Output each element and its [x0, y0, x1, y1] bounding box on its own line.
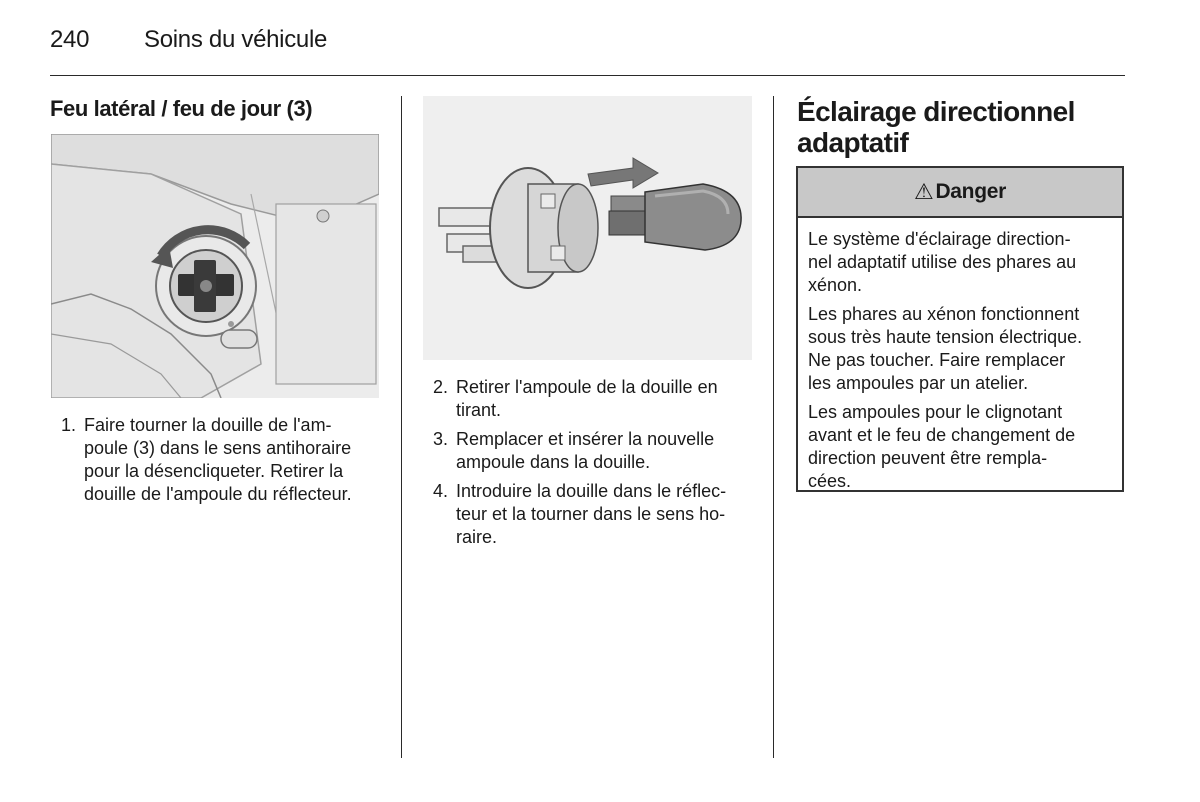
danger-line: avant et le feu de changement de: [808, 425, 1076, 445]
danger-line: les ampoules par un atelier.: [808, 373, 1029, 393]
danger-line: direction peuvent être rempla-: [808, 448, 1048, 468]
section-title: [797, 96, 1127, 158]
danger-header: [798, 168, 1122, 218]
section-title-line: adaptatif: [797, 127, 909, 158]
danger-line: Les ampoules pour le clignotant: [808, 402, 1063, 422]
danger-line: Ne pas toucher. Faire remplacer: [808, 350, 1066, 370]
danger-box: [796, 166, 1124, 492]
bulb-socket-illustration: [423, 96, 752, 360]
section-subheading: Feu latéral / feu de jour (3): [50, 96, 313, 121]
steps-list-left: [61, 414, 381, 512]
step-line: Retirer l'ampoule de la douille en: [456, 377, 718, 397]
step-number: 3.: [433, 429, 449, 449]
step-line: Faire tourner la douille de l'am-: [84, 415, 332, 435]
chapter-title: Soins du véhicule: [144, 26, 328, 53]
danger-paragraph: [808, 228, 1112, 297]
danger-paragraph: [808, 303, 1112, 395]
steps-list-middle: [433, 376, 753, 555]
page-number: 240: [50, 26, 90, 53]
danger-line: Le système d'éclairage direction-: [808, 229, 1071, 249]
header-rule: [50, 75, 1125, 76]
column-divider-1: [401, 96, 402, 758]
danger-label: Danger: [935, 180, 1006, 203]
danger-paragraph: [808, 401, 1112, 493]
step-number: 1.: [61, 415, 77, 435]
step-line: poule (3) dans le sens antihoraire: [84, 438, 352, 458]
section-title-line: Éclairage directionnel: [797, 96, 1075, 127]
list-item: [433, 376, 753, 422]
step-line: Remplacer et insérer la nouvelle: [456, 429, 715, 449]
list-item: [433, 428, 753, 474]
step-line: raire.: [456, 527, 498, 547]
list-item: [433, 480, 753, 549]
danger-line: nel adaptatif utilise des phares au: [808, 252, 1077, 272]
list-item: [61, 414, 381, 506]
danger-body: [798, 218, 1122, 493]
danger-line: Les phares au xénon fonctionnent: [808, 304, 1080, 324]
step-line: douille de l'ampoule du réflecteur.: [84, 484, 352, 504]
step-line: teur et la tourner dans le sens ho-: [456, 504, 726, 524]
warning-triangle-icon: ⚠: [914, 179, 934, 204]
step-number: 2.: [433, 377, 449, 397]
step-number: 4.: [433, 481, 449, 501]
step-line: tirant.: [456, 400, 502, 420]
danger-line: sous très haute tension électrique.: [808, 327, 1083, 347]
headlamp-socket-illustration: [51, 134, 379, 398]
step-line: ampoule dans la douille.: [456, 452, 651, 472]
step-line: pour la désencliqueter. Retirer la: [84, 461, 344, 481]
step-line: Introduire la douille dans le réflec-: [456, 481, 727, 501]
danger-line: cées.: [808, 471, 852, 491]
page-header: [50, 26, 327, 54]
danger-line: xénon.: [808, 275, 863, 295]
column-divider-2: [773, 96, 774, 758]
